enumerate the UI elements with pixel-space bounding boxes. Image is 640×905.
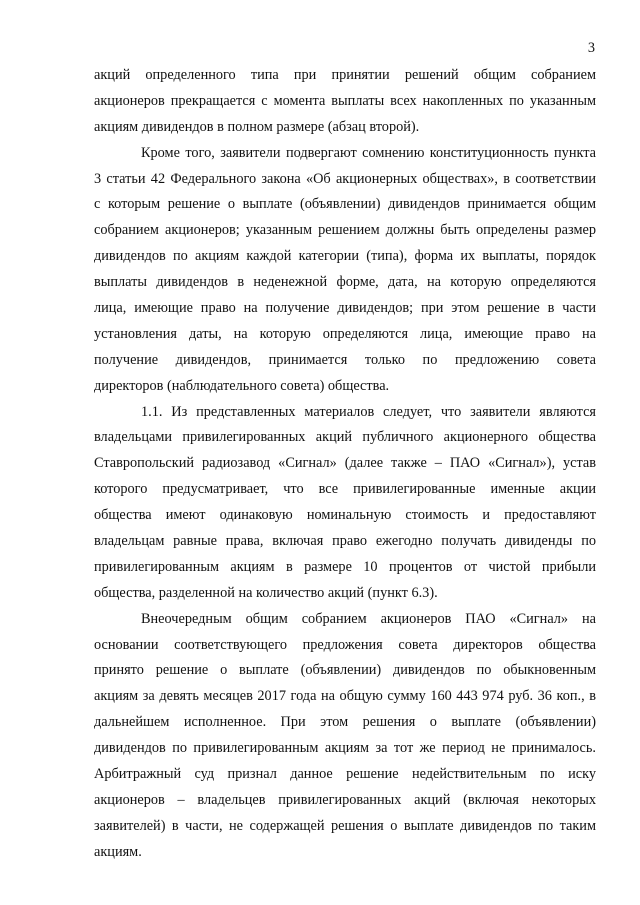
text-line: Ставропольский радиозавод «Сигнал» (далее также – ПАО «Сигнал»), устав [94, 455, 596, 472]
document-body [94, 63, 596, 866]
text-line: привилегированным акциям в размере 10 процентов от чистой прибыли [94, 558, 596, 575]
text-line: выплаты дивидендов в неденежной форме, дата, на которую определяются [94, 274, 596, 291]
text-line: дальнейшем исполненное. При этом решения о выплате (объявлении) [94, 714, 596, 731]
text-line: акционеров прекращается с момента выплаты всех накопленных по указанным [94, 92, 596, 109]
text-line: акциям дивидендов в полном размере (абзац второй). [94, 118, 420, 135]
text-line: основании соответствующего предложения совета директоров общества [94, 636, 596, 653]
page-number: 3 [587, 40, 595, 56]
text-line: 1.1. Из представленных материалов следует, что заявители являются [141, 403, 596, 420]
text-line: акциям за девять месяцев 2017 года на общую сумму 160 443 974 руб. 36 коп., в [94, 688, 596, 705]
text-line: заявителей) в части, не содержащей решения о выплате дивидендов по таким [94, 817, 596, 834]
text-line: собранием акционеров; указанным решением должны быть определены размер [94, 222, 596, 239]
text-line: владельцам равные права, включая право ежегодно получать дивиденды по [94, 533, 596, 550]
paragraph-section-1-1 [94, 400, 596, 607]
text-line: которого предусматривает, что все привилегированные именные акции [94, 481, 596, 498]
text-line: акций определенного типа при принятии решений общим собранием [94, 67, 596, 83]
paragraph-extraordinary-meeting [94, 607, 596, 866]
text-line: акциям. [94, 843, 142, 860]
text-line: дивидендов по акциям каждой категории (типа), форма их выплаты, порядок [94, 248, 596, 265]
text-line: общества, разделенной на количество акций (пункт 6.3). [94, 584, 438, 601]
text-line: Внеочередным общим собранием акционеров ПАО «Сигнал» на [141, 610, 596, 627]
text-line: директоров (наблюдательного совета) общества. [94, 377, 390, 394]
text-line: Кроме того, заявители подвергают сомнению конституционность пункта [141, 144, 596, 161]
text-line: общества имеют одинаковую номинальную стоимость и предоставляют [94, 507, 596, 524]
text-line: с которым решение о выплате (объявлении) дивидендов принимается общим [94, 196, 596, 213]
text-line: владельцами привилегированных акций публичного акционерного общества [94, 429, 596, 446]
text-line: лица, имеющие право на получение дивидендов; при этом решение в части [94, 300, 596, 317]
text-line: дивидендов по привилегированным акциям за тот же период не принималось. [94, 740, 596, 757]
text-line: получение дивидендов, принимается только по предложению совета [94, 351, 596, 368]
text-line: 3 статьи 42 Федерального закона «Об акционерных обществах», в соответствии [94, 170, 596, 187]
text-line: акционеров – владельцев привилегированных акций (включая некоторых [94, 791, 596, 808]
paragraph-article-42-challenge [94, 141, 596, 400]
text-line: установления даты, на которую определяются лица, имеющие право на [94, 325, 596, 342]
text-line: Арбитражный суд признал данное решение недействительным по иску [94, 766, 596, 783]
paragraph-dividend-rights-end [94, 63, 596, 141]
text-line: принято решение о выплате (объявлении) дивидендов по обыкновенным [94, 662, 596, 679]
